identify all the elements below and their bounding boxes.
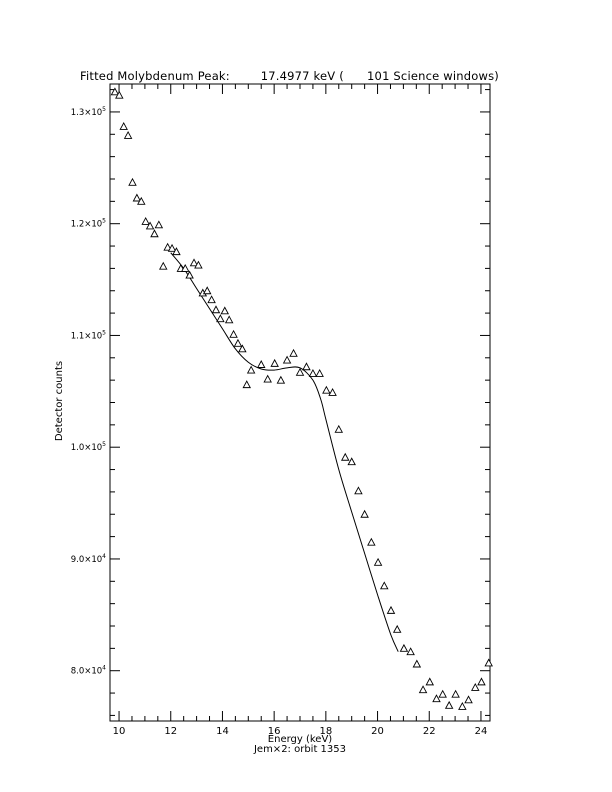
data-point-triangle	[303, 363, 310, 370]
y-tick-label: $9.0\times 10^4$	[70, 552, 106, 565]
data-point-triangle	[151, 230, 158, 237]
data-point-triangle	[258, 361, 265, 368]
data-point-triangle	[452, 691, 459, 698]
data-point-triangle	[433, 695, 440, 702]
x-tick-label: 14	[216, 726, 229, 737]
data-point-triangle	[243, 381, 250, 388]
data-point-triangle	[446, 702, 453, 709]
data-point-triangle	[309, 370, 316, 377]
data-point-triangle	[420, 686, 427, 693]
data-point-triangle	[323, 387, 330, 394]
plot-border	[110, 84, 490, 721]
x-tick-label: 12	[164, 726, 178, 737]
title-energy: 17.4977 keV (	[260, 69, 344, 83]
data-point-triangle	[248, 367, 255, 374]
data-markers	[111, 88, 492, 709]
data-point-triangle	[387, 607, 394, 614]
data-point-triangle	[329, 389, 336, 396]
data-point-triangle	[271, 360, 278, 367]
x-tick-label: 10	[112, 726, 126, 737]
data-point-triangle	[142, 218, 149, 225]
data-point-triangle	[212, 306, 219, 313]
data-point-triangle	[155, 221, 162, 228]
x-tick-label: 16	[267, 726, 281, 737]
data-point-triangle	[133, 194, 140, 201]
chart-subtitle: Jem×2: orbit 1353	[253, 744, 347, 755]
data-point-triangle	[277, 377, 284, 384]
data-point-triangle	[217, 315, 224, 322]
title-left: Fitted Molybdenum Peak:	[80, 69, 230, 83]
data-point-triangle	[160, 263, 167, 270]
y-tick-label: $1.2\times 10^5$	[70, 217, 106, 230]
data-point-triangle	[120, 123, 127, 129]
data-point-triangle	[400, 645, 407, 652]
y-tick-label: $8.0\times 10^4$	[70, 664, 106, 677]
data-point-triangle	[375, 559, 382, 566]
data-point-triangle	[459, 703, 466, 710]
data-point-triangle	[485, 659, 492, 666]
data-point-triangle	[290, 350, 297, 357]
data-point-triangle	[204, 287, 211, 294]
data-point-triangle	[208, 296, 215, 303]
data-point-triangle	[230, 331, 237, 338]
data-point-triangle	[381, 582, 388, 589]
data-point-triangle	[368, 539, 375, 546]
data-point-triangle	[407, 648, 414, 655]
data-point-triangle	[186, 272, 193, 279]
y-axis-label: Detector counts	[54, 360, 65, 442]
data-point-triangle	[226, 316, 233, 323]
y-tick-label: $1.1\times 10^5$	[70, 329, 106, 342]
data-point-triangle	[426, 678, 433, 685]
data-point-triangle	[394, 626, 401, 633]
data-point-triangle	[335, 426, 342, 433]
data-point-triangle	[284, 357, 291, 364]
data-point-triangle	[342, 454, 349, 461]
x-tick-label: 18	[319, 726, 333, 737]
y-tick-label: $1.0\times 10^5$	[70, 441, 106, 454]
data-point-triangle	[361, 511, 368, 518]
data-point-triangle	[264, 376, 271, 383]
data-point-triangle	[316, 370, 323, 377]
data-point-triangle	[125, 132, 132, 139]
data-point-triangle	[355, 487, 362, 494]
x-axis-label: Energy (keV)	[267, 734, 333, 745]
fit-curve-layer	[171, 253, 398, 652]
data-point-triangle	[413, 661, 420, 668]
data-point-triangle	[129, 179, 136, 186]
data-point-triangle	[465, 696, 472, 703]
x-tick-label: 24	[474, 726, 488, 737]
title-windows: 101 Science windows)	[367, 69, 499, 83]
data-point-triangle	[348, 458, 355, 465]
fit-curve	[171, 253, 398, 652]
data-point-triangle	[439, 691, 446, 698]
x-tick-label: 22	[422, 726, 436, 737]
data-point-triangle	[478, 678, 485, 685]
data-point-triangle	[221, 307, 228, 314]
plot-frame	[110, 84, 490, 721]
x-tick-label: 20	[371, 726, 384, 737]
data-point-triangle	[234, 340, 241, 347]
y-tick-label: $1.3\times 10^5$	[70, 105, 106, 118]
